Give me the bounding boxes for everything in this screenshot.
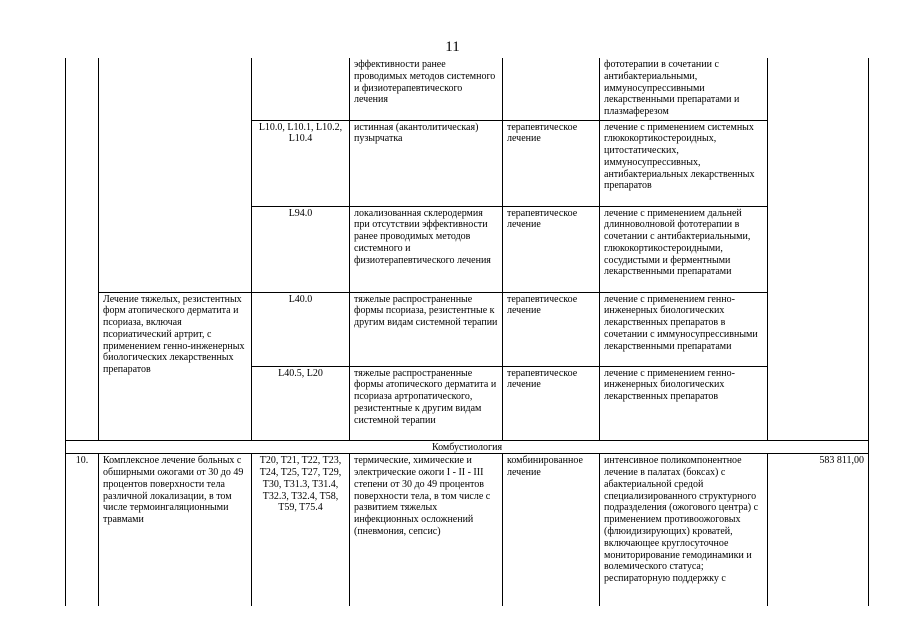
treatment-table bbox=[65, 58, 869, 606]
disease-cell: эффективности ранее проводимых методов системного и физиотерапевтического лечения bbox=[350, 58, 503, 120]
cost-cell: 583 811,00 bbox=[768, 454, 869, 606]
codes-cell: L40.5, L20 bbox=[252, 366, 350, 440]
method-cell: лечение с применением генно-инженерных биологических лекарственных препаратов bbox=[600, 366, 768, 440]
treatment-type-cell: терапевтическое лечение bbox=[503, 366, 600, 440]
cost-cell bbox=[768, 58, 869, 440]
codes-cell: T20, T21, T22, T23, T24, T25, T27, T29, T30, T31.3, T31.4, T32.3, T32.4, T58, T59, T75.4 bbox=[252, 454, 350, 606]
disease-cell: тяжелые распространенные формы псориаза, резистентные к другим видам системной терапии bbox=[350, 292, 503, 366]
method-cell: интенсивное поликомпонентное лечение в палатах (боксах) с абактериальной средой специализированного структурного подразделения (ожогового центра) с применением противоожоговых (флюидизирующих) кроватей, включающее круглосуточное мониторирование гемодинамики и волемического статуса; респираторную поддержку с bbox=[600, 454, 768, 606]
table-row bbox=[66, 58, 869, 120]
disease-cell: истинная (акантолитическая) пузырчатка bbox=[350, 120, 503, 206]
row-number-cell bbox=[66, 58, 99, 440]
treatment-type-cell: комбинированное лечение bbox=[503, 454, 600, 606]
row-number-cell: 10. bbox=[66, 454, 99, 606]
treatment-type-cell: терапевтическое лечение bbox=[503, 120, 600, 206]
disease-cell: локализованная склеродермия при отсутствии эффективности ранее проводимых методов системного и физиотерапевтического лечения bbox=[350, 206, 503, 292]
disease-cell: тяжелые распространенные формы атопического дерматита и псориаза артропатического, резистентные к другим видам системной терапии bbox=[350, 366, 503, 440]
section-title: Комбустиология bbox=[66, 440, 869, 454]
group-name-cell bbox=[99, 58, 252, 292]
treatment-type-cell bbox=[503, 58, 600, 120]
method-cell: лечение с применением системных глюкокортикостероидных, цитостатических, иммуносупрессивных, антибактериальных лекарственных препаратов bbox=[600, 120, 768, 206]
treatment-type-cell: терапевтическое лечение bbox=[503, 292, 600, 366]
group-name-cell: Лечение тяжелых, резистентных форм атопического дерматита и псориаза, включая псориатический артрит, с применением генно-инженерных биологических лекарственных препаратов bbox=[99, 292, 252, 440]
method-cell: лечение с применением генно-инженерных биологических лекарственных препаратов в сочетании с иммуносупрессивными лекарственными препаратами bbox=[600, 292, 768, 366]
method-cell: лечение с применением дальней длинноволновой фототерапии в сочетании с антибактериальными, глюкокортикостероидными, сосудистыми и ферментными лекарственными препаратами bbox=[600, 206, 768, 292]
codes-cell: L40.0 bbox=[252, 292, 350, 366]
codes-cell: L94.0 bbox=[252, 206, 350, 292]
treatment-type-cell: терапевтическое лечение bbox=[503, 206, 600, 292]
method-cell: фототерапии в сочетании с антибактериальными, иммуносупрессивными лекарственными препаратами и плазмаферезом bbox=[600, 58, 768, 120]
group-name-cell: Комплексное лечение больных с обширными ожогами от 30 до 49 процентов поверхности тела различной локализации, в том числе термоингаляционными травмами bbox=[99, 454, 252, 606]
codes-cell: L10.0, L10.1, L10.2, L10.4 bbox=[252, 120, 350, 206]
table-row bbox=[66, 292, 869, 366]
codes-cell bbox=[252, 58, 350, 120]
disease-cell: термические, химические и электрические ожоги I - II - III степени от 30 до 49 процентов поверхности тела, в том числе с развитием тяжелых инфекционных осложнений (пневмония, сепсис) bbox=[350, 454, 503, 606]
section-row bbox=[66, 440, 869, 454]
page-number: 11 bbox=[445, 39, 460, 55]
table-row bbox=[66, 454, 869, 606]
